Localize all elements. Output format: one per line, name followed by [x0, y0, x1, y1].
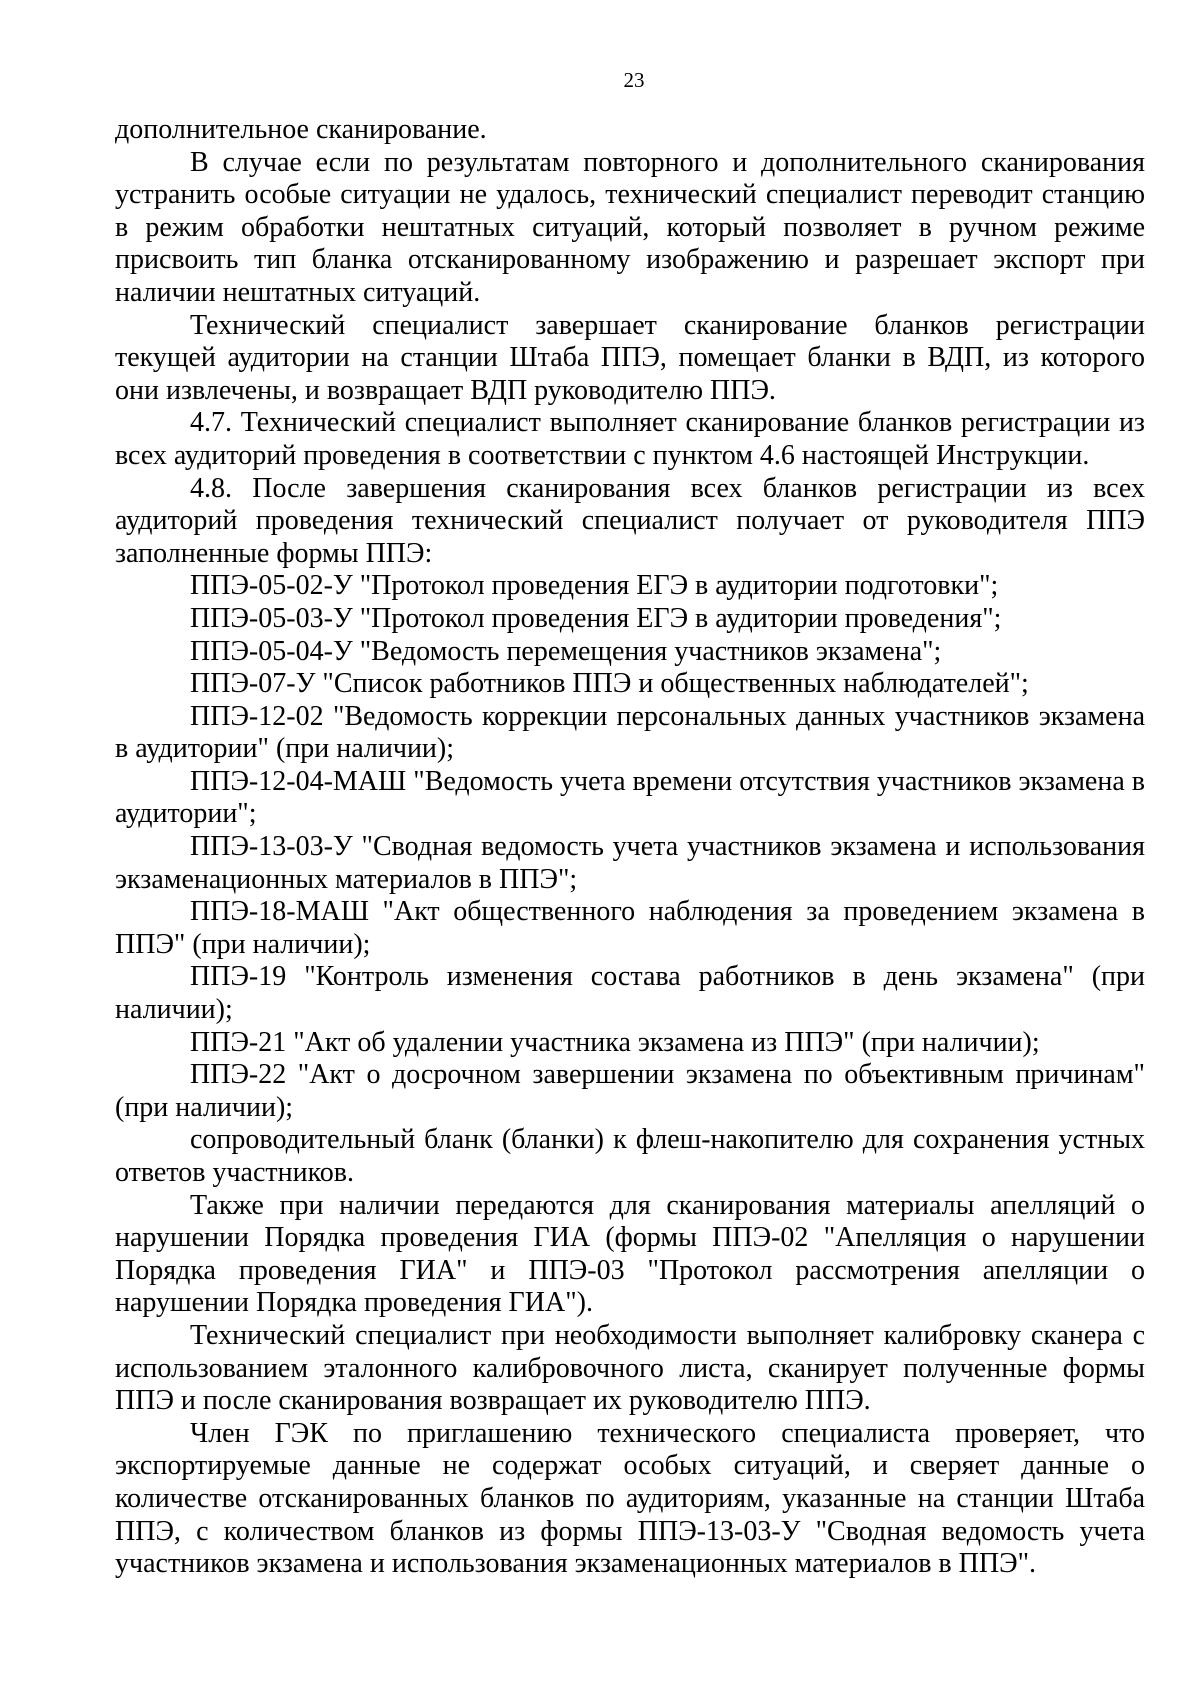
paragraph-scan-continuation: дополнительное сканирование. — [115, 114, 487, 145]
form-item-ppe-19: ППЭ-19 "Контроль изменения состава работников в день экзамена" (при наличии); — [115, 961, 1145, 1026]
form-item-ppe-18: ППЭ-18-МАШ "Акт общественного наблюдения за проведением экзамена в ППЭ" (при наличии); — [115, 896, 1145, 960]
paragraph-item-4-8: 4.8. После завершения сканирования всех бланков регистрации из всех аудиторий проведения технический специалист получает от руководителя ППЭ заполненные формы ППЭ: — [115, 472, 1145, 569]
page-number: 23 — [623, 68, 645, 92]
paragraph-gek-check: Член ГЭК по приглашению технического специалиста проверяет, что экспортируемые данные не содержат особых ситуаций, и сверяет данные о количестве отсканированных бланков по аудиториям, указанные на станции Штаба ППЭ, с количеством бланков из формы ППЭ-13-03-У "Сводная ведомость учета участников экзамена и использования экзаменационных материалов в ППЭ". — [115, 1417, 1145, 1580]
form-item-ppe-22: ППЭ-22 "Акт о досрочном завершении экзамена по объективным причинам" (при наличии); — [115, 1059, 1145, 1123]
form-item-cover-sheet: сопроводительный бланк (бланки) к флеш-накопителю для сохранения устных ответов участников. — [115, 1124, 1145, 1188]
form-item-ppe-05-02: ППЭ-05-02-У "Протокол проведения ЕГЭ в аудитории подготовки"; — [190, 570, 999, 602]
paragraph-exceptional-situations: В случае если по результатам повторного и дополнительного сканирования устранить особые ситуации не удалось, технический специалист переводит станцию в режим обработки нештатных ситуаций, который позволяет в ручном режиме присвоить тип бланка отсканированному изображению и разрешает экспорт при наличии нештатных ситуаций. — [115, 146, 1145, 308]
form-item-ppe-07: ППЭ-07-У "Список работников ППЭ и общественных наблюдателей"; — [190, 668, 1029, 700]
paragraph-appeals: Также при наличии передаются для сканирования материалы апелляций о нарушении Порядка проведения ГИА (формы ППЭ-02 "Апелляция о нарушении Порядка проведения ГИА" и ППЭ-03 "Протокол рассмотрения апелляции о нарушении Порядка проведения ГИА"). — [115, 1189, 1145, 1319]
document-body — [115, 114, 1145, 1581]
form-item-ppe-05-03: ППЭ-05-03-У "Протокол проведения ЕГЭ в аудитории проведения"; — [190, 602, 1002, 634]
paragraph-calibration: Технический специалист при необходимости выполняет калибровку сканера с использованием эталонного калибровочного листа, сканирует полученные формы ППЭ и после сканирования возвращает их руководителю ППЭ. — [115, 1319, 1145, 1417]
paragraph-item-4-7: 4.7. Технический специалист выполняет сканирование бланков регистрации из всех аудиторий проведения в соответствии с пунктом 4.6 настоящей Инструкции. — [115, 407, 1145, 471]
paragraph-finish-scanning: Технический специалист завершает сканирование бланков регистрации текущей аудитории на станции Штаба ППЭ, помещает бланки в ВДП, из которого они извлечены, и возвращает ВДП руководителю ППЭ. — [115, 309, 1145, 406]
form-item-ppe-21: ППЭ-21 "Акт об удалении участника экзамена из ППЭ" (при наличии); — [190, 1026, 1040, 1058]
form-item-ppe-05-04: ППЭ-05-04-У "Ведомость перемещения участников экзамена"; — [190, 635, 942, 667]
form-item-ppe-12-02: ППЭ-12-02 "Ведомость коррекции персональных данных участников экзамена в аудитории" (при наличии); — [115, 700, 1145, 765]
form-item-ppe-13-03: ППЭ-13-03-У "Сводная ведомость учета участников экзамена и использования экзаменационных материалов в ППЭ"; — [115, 831, 1145, 895]
form-item-ppe-12-04: ППЭ-12-04-МАШ "Ведомость учета времени отсутствия участников экзамена в аудитории"; — [115, 765, 1145, 830]
